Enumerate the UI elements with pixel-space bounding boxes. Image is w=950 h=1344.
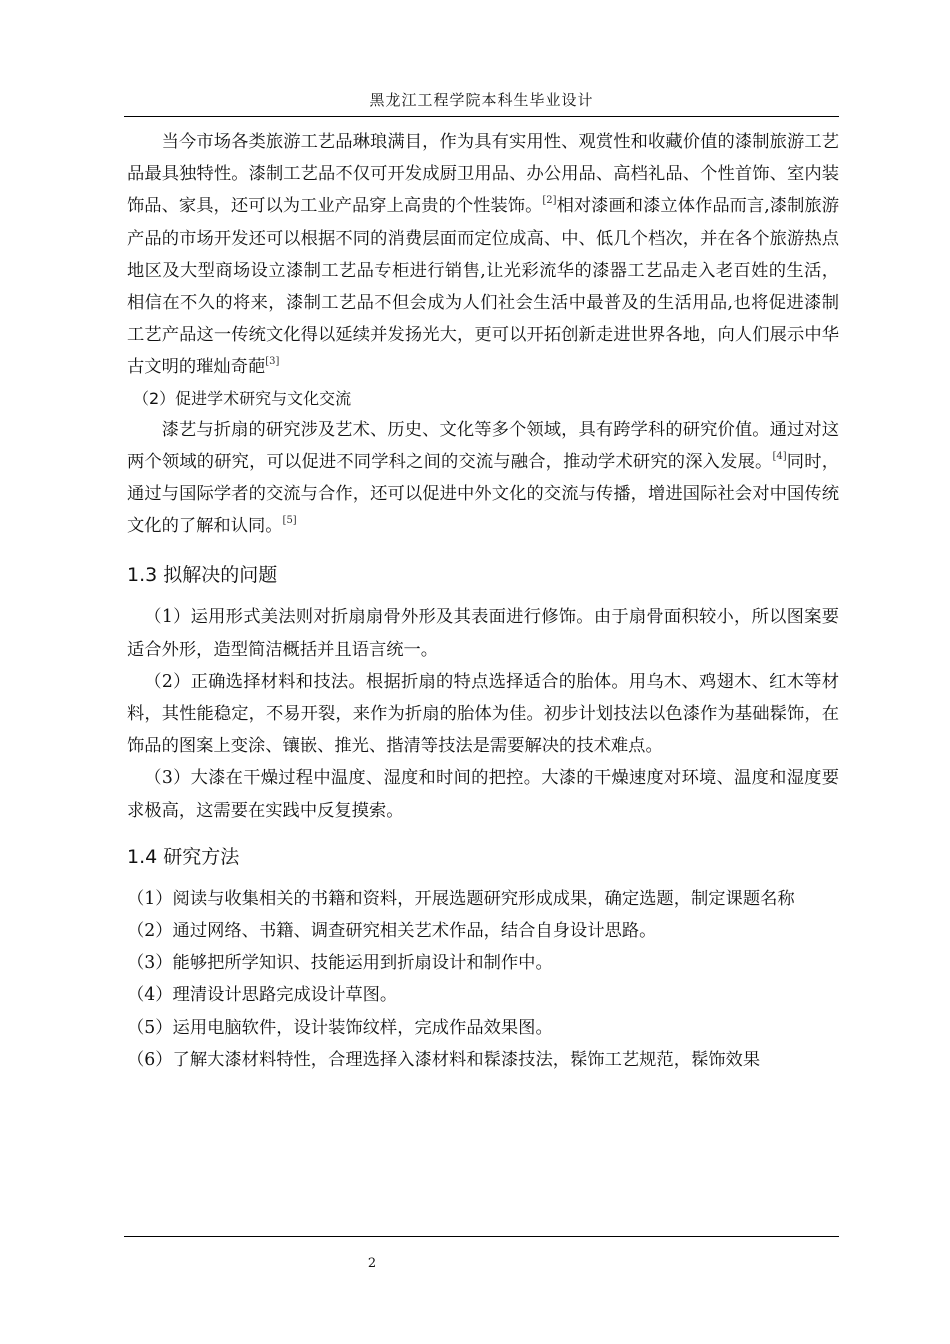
paragraph-market-text-continued: 相对漆画和漆立体作品而言,漆制旅游产品的市场开发还可以根据不同的消费层面而定位成高、中、低几个档次，并在各个旅游热点地区及大型商场设立漆制工艺品专柜进行销售,让光彩流华的漆器工艺品走入老百姓的生活，相信在不久的将来，漆制工艺品不但会成为人们社会生活中最普及的生活用品,也将促进漆制工艺产品这一传统文化得以延续并发扬光大，更可以开拓创新走进世界各地，向人们展示中华古文明的璀灿奇葩 — [127, 196, 839, 378]
problem-item: （1）运用形式美法则对折扇扇骨外形及其表面进行修饰。由于扇骨面积较小，所以图案要适合外形，造型简洁概括并且语言统一。 — [127, 607, 839, 660]
problem-item: （2）正确选择材料和技法。根据折扇的特点选择适合的胎体。用乌木、鸡翅木、红木等材料，其性能稳定，不易开裂，来作为折扇的胎体为佳。初步计划技法以色漆作为基础髹饰，在饰品的图案上变涂、镶嵌、推光、揩清等技法是需要解决的技术难点。 — [127, 671, 839, 757]
section-heading-1-4: 1.4 研究方法 — [127, 845, 240, 868]
paragraph-academic-text: 漆艺与折扇的研究涉及艺术、历史、文化等多个领域，具有跨学科的研究价值。通过对这两个领域的研究，可以促进不同学科之间的交流与融合，推动学术研究的深入发展。 — [127, 419, 839, 472]
citation-2: [2] — [542, 195, 557, 207]
method-item: （4）理清设计思路完成设计草图。 — [127, 985, 398, 1006]
page-number: 2 — [367, 1256, 377, 1271]
header-divider — [124, 116, 839, 117]
footer-divider — [124, 1236, 839, 1237]
citation-5: [5] — [282, 515, 297, 527]
method-item: （2）通过网络、书籍、调查研究相关艺术作品，结合自身设计思路。 — [127, 921, 657, 942]
method-item: （5）运用电脑软件，设计装饰纹样，完成作品效果图。 — [127, 1017, 553, 1038]
paragraph-market — [127, 126, 839, 384]
subheading-academic-exchange: （2）促进学术研究与文化交流 — [133, 388, 352, 408]
citation-4: [4] — [772, 450, 787, 462]
paragraph-academic — [127, 414, 839, 543]
page-body — [127, 126, 839, 1076]
citation-3: [3] — [265, 356, 280, 368]
method-item: （3）能够把所学知识、技能运用到折扇设计和制作中。 — [127, 953, 553, 974]
paragraph-market-text: 当今市场各类旅游工艺品琳琅满目，作为具有实用性、观赏性和收藏价值的漆制旅游工艺品最具独特性。漆制工艺品不仅可开发成厨卫用品、办公用品、高档礼品、个性首饰、室内装饰品、家具，还可以为工业产品穿上高贵的个性装饰。 — [127, 132, 839, 217]
method-item: （1）阅读与收集相关的书籍和资料，开展选题研究形成成果，确定选题，制定课题名称 — [127, 888, 795, 909]
page-header-title: 黑龙江工程学院本科生毕业设计 — [369, 91, 594, 109]
problem-item: （3）大漆在干燥过程中温度、湿度和时间的把控。大漆的干燥速度对环境、温度和湿度要求极高，这需要在实践中反复摸索。 — [127, 768, 839, 821]
method-item: （6）了解大漆材料特性，合理选择入漆材料和髹漆技法，髹饰工艺规范，髹饰效果 — [127, 1049, 761, 1070]
section-heading-1-3: 1.3 拟解决的问题 — [127, 564, 278, 587]
paragraph-academic-text-continued: 同时，通过与国际学者的交流与合作，还可以促进中外文化的交流与传播，增进国际社会对中国传统文化的了解和认同。 — [127, 451, 839, 537]
